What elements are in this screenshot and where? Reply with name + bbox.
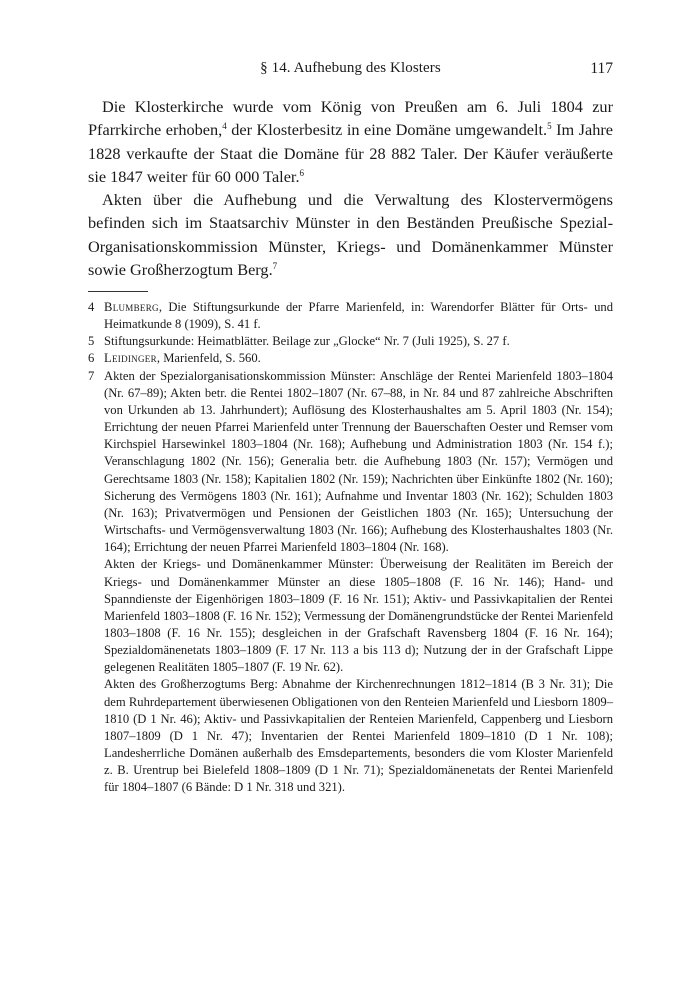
paragraph-1-text-b: der Klosterbesitz in eine Domäne umgewandelt. [226, 120, 548, 140]
footnote-number: 7 [88, 368, 95, 383]
footnote-paragraph: Akten des Großherzogtums Berg: Abnahme der Kirchenrechnungen 1812–1814 (B 3 Nr. 31); Die dem Ruhrdepartement überwiesenen Obligationen von den Renteien Marienfeld und Liesborn 1809–1810 (D 1 Nr. 46); Aktiv- und Passivkapitalien der Renteien Marienfeld, Cappenberg und Liesborn 1807–1809 (D 1 Nr. 47); Inventarien der Rentei Marienfeld 1809–1810 (D 1 Nr. 108); Landesherrliche Domänen außerhalb des Emsdepartements, besonders die vom Kloster Marienfeld z. B. Urentrup bei Bielefeld 1808–1809 (D 1 Nr. 71); Spezialdomänenetats der Rentei Marienfeld für 1804–1807 (6 Bände: D 1 Nr. 318 und 321). [104, 677, 613, 795]
footnote-text [104, 350, 613, 367]
footnote-paragraph: Akten der Kriegs- und Domänenkammer Münster: Überweisung der Realitäten im Bereich der Kriegs- und Domänenkammer Münster an diese 1805–1808 (F. 16 Nr. 146); Hand- und Spanndienste der Eigenhörigen 1803–1809 (F. 16 Nr. 151); Aktiv- und Passivkapitalien der Rentei Marienfeld 1803–1808 (F. 16 Nr. 152); Vermessung der Domänengrundstücke der Rentei Marienfeld 1803–1808 (F. 16 Nr. 155); desgleichen in der Grafschaft Ravensberg 1804 (F. 16 Nr. 164); Spezialdomänenetats 1803–1809 (F. 17 Nr. 113 a bis 113 d); Nutzung der in der Grafschaft Lippe gelegenen Realitäten 1805–1807 (F. 19 Nr. 62). [104, 557, 613, 675]
footnote-7 [88, 368, 613, 797]
footnote-author: Blumberg [104, 300, 159, 314]
footnote-number: 4 [88, 300, 95, 314]
footnote-citation: , Marienfeld, S. 560. [156, 351, 261, 366]
paragraph-2 [88, 188, 613, 281]
footnote-text: Stiftungsurkunde: Heimatblätter. Beilage zur „Glocke“ Nr. 7 (Juli 1925), S. 27 f. [104, 334, 510, 349]
page-number: 117 [590, 60, 613, 77]
paragraph-1-text-c: Im Jahre 1828 verkaufte der Staat die Domäne für 28 882 Taler. Der Käufer veräußerte sie 1847 weiter für 60 000 Taler. [88, 120, 614, 186]
footnote-4 [88, 299, 613, 333]
main-text [88, 95, 613, 281]
running-title: § 14. Aufhebung des Klosters [260, 60, 441, 76]
footnote-ref-7: 7 [272, 261, 278, 272]
paragraph-1-text-a: Die Klosterkirche wurde vom König von Preußen am 6. Juli 1804 zur Pfarrkirche erhoben, [88, 97, 613, 140]
paragraph-1 [88, 95, 613, 188]
footnote-6 [88, 350, 613, 367]
footnote-ref-4: 4 [222, 121, 227, 132]
running-header [88, 60, 613, 82]
footnote-5 [88, 333, 613, 350]
footnote-paragraph: Akten der Spezialorganisationskommission Münster: Anschläge der Rentei Marienfeld 1803–1804 (Nr. 67–89); Akten betr. die Rentei 1802–1807 (Nr. 67–88, in Nr. 84 und 87 zahlreiche Abschriften von Urkunden ab 13. Jahrhundert); Auflösung des Klosterhaushaltes am 5. April 1803 (Nr. 154); Errichtung der neuen Pfarrei Marienfeld unter Trennung der Bauerschaften Oester und Remser vom Kirchspiel Harsewinkel 1803–1804 (Nr. 168); Aufhebung und Administration 1803 (Nr. 154 f.); Veranschlagung 1802 (Nr. 156); Generalia betr. die Aufhebung 1803 (Nr. 157); Vermögen und Gerechtsame 1803 (Nr. 158); Kapitalien 1802 (Nr. 159); Nachrichten über Einkünfte 1802 (Nr. 160); Sicherung des Vermögens 1803 (Nr. 161); Aufnahme und Inventar 1803 (Nr. 162); Schulden 1803 (Nr. 163); Privatvermögen und Pensionen der Geistlichen 1803 (Nr. 165); Untersuchung der Wirtschafts- und Vermögensverwaltung 1803 (Nr. 166); Aufhebung des Klosterhaushaltes 1803 (Nr. 164); Errichtung der neuen Pfarrei Marienfeld 1803–1804 (Nr. 168). [104, 368, 613, 555]
footnote-separator [88, 291, 148, 292]
footnote-author: Leidinger [104, 351, 157, 366]
footnote-citation: , Die Stiftungsurkunde der Pfarre Marienfeld, in: Warendorfer Blätter für Orts- und Heimatkunde 8 (1909), S. 41 f. [104, 300, 613, 332]
footnote-number: 6 [88, 351, 95, 366]
footnote-text [104, 368, 613, 797]
footnote-number: 5 [88, 334, 95, 349]
paragraph-2-text: Akten über die Aufhebung und die Verwaltung des Klostervermögens befinden sich im Staatsarchiv Münster in den Beständen Preußische Spezial-Organisationskommission Münster, Kriegs- und Domänenkammer Münster sowie Großherzogtum Berg. [88, 190, 613, 280]
footnotes [88, 299, 613, 797]
footnote-text [104, 299, 613, 333]
footnote-ref-5: 5 [547, 121, 552, 132]
footnote-ref-6: 6 [299, 167, 305, 178]
